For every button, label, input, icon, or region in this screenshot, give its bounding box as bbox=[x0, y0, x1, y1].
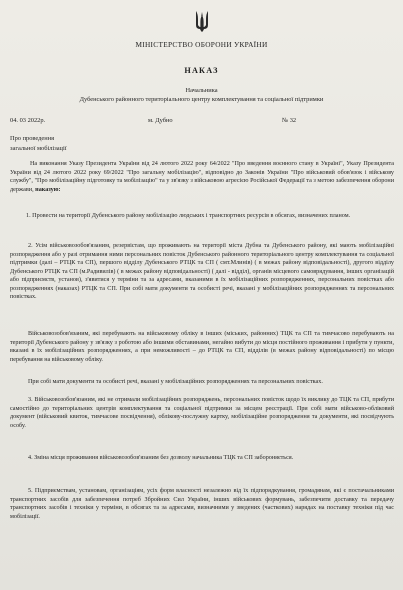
order-item-2-documents: При собі мати документи та особисті речі, вказані у мобілізаційних розпорядженнях та персональних повістках. bbox=[28, 379, 323, 385]
order-item-5: 5. Підприємствам, установам, організаціям, усіх форм власності незалежно від їх підпорядкування, громадянам, які є постачальниками транспортних засобів для забезпечення потреб Збройних Сил України, інших військових формувань, забезпечити доставку та передачу транспортних засобів і техніки у терміни, в обсягах та за адресами, визначними у зведених (часткових) нарядах на поставку техніки під час мобілізації. bbox=[10, 488, 394, 520]
order-title: НАКАЗ bbox=[184, 66, 219, 75]
ministry-heading: МІНІСТЕРСТВО ОБОРОНИ УКРАЇНИ bbox=[135, 40, 268, 49]
tryzub-icon bbox=[195, 10, 209, 32]
order-item-2: 2. Усім військовозобов'язаним, резервістам, що проживають на території міста Дубна та Дубенського району, які мають мобілізаційні розпорядження або у разі отримання ними персональних повісток Дубенського районного територіального центру комплектування та соціальної підтримки (далі – РТЦК та СП), першого відділу Дубенського РТЦК та СП ( смт.Млинів) ( в межах району відповідальності), другого відділу Дубенського РТЦК та СП (м.Радивилів) ( в межах району відповідальності) ( далі - відділ), органів місцевого самоврядування, інших організацій або підприємств, установ), з'явитися у терміни та за адресами, вказаними в їх мобілізаційних розпорядженнях, персональних повістках або розпорядженнях (наказах) РТЦК та СП. При собі мати документи та особисті речі, вказані у мобілізаційних розпорядженнях та персональних повістках. bbox=[10, 243, 394, 300]
preamble-decree: наказую: bbox=[35, 186, 61, 193]
order-date: 04. 03 2022р. bbox=[10, 117, 46, 124]
subject-line: загальної мобілізації bbox=[10, 144, 67, 152]
issuer-position: Начальника bbox=[185, 87, 218, 94]
order-item-4: 4. Зміна місця проживання військовозобов'язаним без дозволу начальника ТЦК та СП забороняється. bbox=[28, 455, 294, 461]
order-number: № 32 bbox=[282, 117, 297, 124]
order-place: м. Дубно bbox=[148, 117, 173, 124]
order-item-3: 3. Військовозобов'язаним, які не отримали мобілізаційних розпоряджень, персональних повісток щодо їх виклику до ТЦК та СП, прибути самостійно до територіальних центрів комплектування та соціальної підтримки за місцем реєстрації. При собі мати військово-обліковий документ (військовий квиток, тимчасове посвідчення), облікову-послужну картку, мобілізаційне розпорядження та документи, які посвідчують особу. bbox=[10, 397, 394, 429]
subject-line: Про проведення bbox=[10, 135, 55, 142]
order-item-1: 1. Провести на території Дубенського району мобілізацію людських і транспортних ресурсів в обсягах, визначених планом. bbox=[26, 213, 351, 219]
preamble-paragraph bbox=[10, 160, 394, 194]
preamble-text: На виконання Указу Президента України від 24 лютого 2022 року 64/2022 "Про введення воєнного стану в Україні", Указу Президента України від 24 лютого 2022 року 69/2022 "Про загальну мобілізацію", відповідно до Законів України "Про військовий обов'язок і військову службу", "Про мобілізаційну підготовку та мобілізацію" та у зв'язку з військовою агресією Російської Федерації та з метою забезпечення оборони держави, bbox=[10, 161, 394, 193]
order-item-2-continuation: Військовозобов'язаним, які перебувають на військовому обліку в інших (міських, районних) ТЦК та СП та тимчасово перебувають на території Дубенського району у зв'язку з роботою або іншими обставинами, негайно вибути до місця постійного проживання і прибути у пункти, вказані в їх мобілізаційних розпорядженнях, а при неможливості – до РТЦК та СП, відділів (в межах району відповідальності) по місцю перебування на військовому обліку. bbox=[10, 331, 394, 363]
issuer-organization: Дубенського районного територіального центру комплектування та соціальної підтримки bbox=[79, 96, 324, 103]
order-subject bbox=[10, 134, 67, 153]
